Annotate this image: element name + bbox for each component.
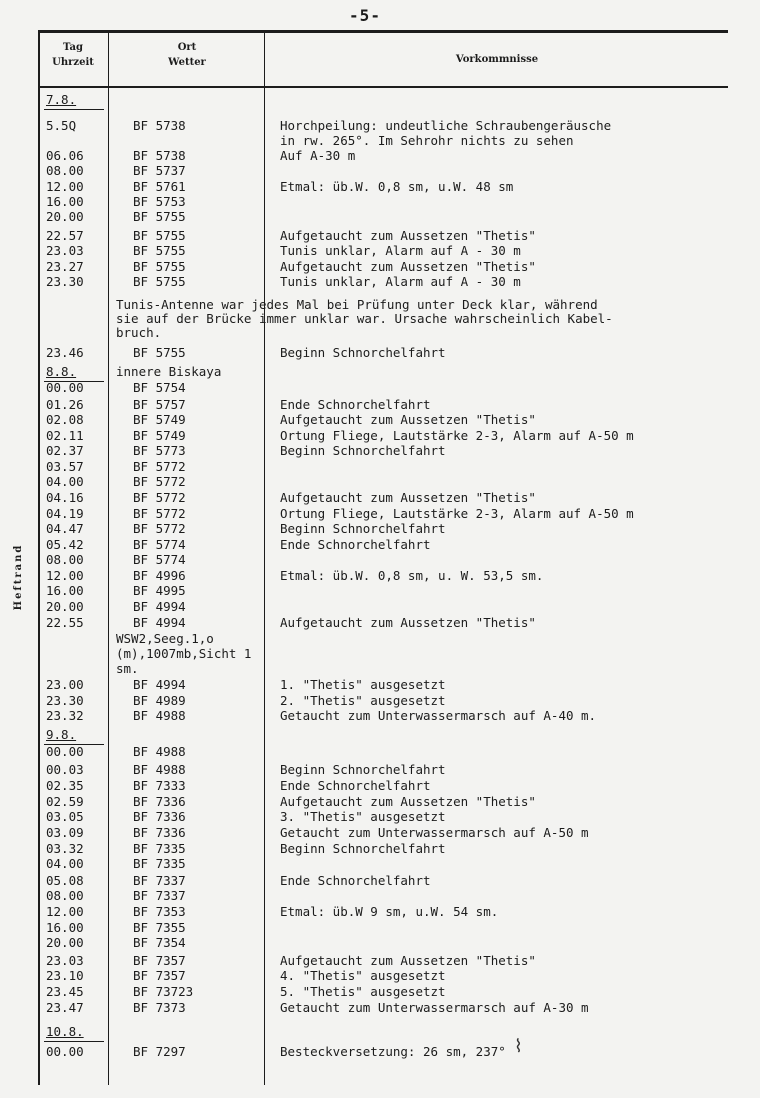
log-time: 06.06	[46, 148, 84, 163]
date-row	[0, 1024, 760, 1040]
log-row	[0, 163, 760, 179]
log-event: Aufgetaucht zum Aussetzen "Thetis"	[280, 412, 536, 427]
log-row	[0, 693, 760, 709]
log-event: Etmal: üb.W 9 sm, u.W. 54 sm.	[280, 904, 499, 919]
log-place: BF 7337	[133, 873, 186, 888]
log-time: 22.57	[46, 228, 84, 243]
log-event: Beginn Schnorchelfahrt	[280, 443, 446, 458]
margin-label: Heftrand	[13, 543, 24, 611]
log-row	[0, 904, 760, 920]
log-place: BF 5757	[133, 397, 186, 412]
log-place: BF 5772	[133, 506, 186, 521]
log-row	[0, 856, 760, 872]
log-row	[0, 1000, 760, 1016]
log-event: Aufgetaucht zum Aussetzen "Thetis"	[280, 794, 536, 809]
log-place: BF 5772	[133, 459, 186, 474]
log-time: 23.32	[46, 708, 84, 723]
log-place: BF 7355	[133, 920, 186, 935]
log-place: BF 4994	[133, 615, 186, 630]
log-row	[0, 935, 760, 951]
log-place: BF 7336	[133, 794, 186, 809]
header-tag-uhrzeit	[38, 40, 108, 70]
log-row	[0, 380, 760, 396]
log-time: 23.03	[46, 953, 84, 968]
log-place: BF 4996	[133, 568, 186, 583]
log-time: 03.57	[46, 459, 84, 474]
log-place: BF 5755	[133, 209, 186, 224]
place-note: innere Biskaya	[116, 364, 222, 379]
log-row	[0, 809, 760, 825]
log-row	[0, 708, 760, 724]
log-place: BF 5774	[133, 552, 186, 567]
log-place: BF 5755	[133, 274, 186, 289]
log-place: BF 5754	[133, 380, 186, 395]
log-event: Tunis unklar, Alarm auf A - 30 m	[280, 243, 521, 258]
log-time: 08.00	[46, 888, 84, 903]
log-row	[0, 841, 760, 857]
log-time: 23.10	[46, 968, 84, 983]
log-event: Tunis unklar, Alarm auf A - 30 m	[280, 274, 521, 289]
log-time: 03.05	[46, 809, 84, 824]
log-place: BF 7335	[133, 841, 186, 856]
log-event: Aufgetaucht zum Aussetzen "Thetis"	[280, 228, 536, 243]
log-row	[0, 615, 760, 631]
log-date: 10.8.	[46, 1024, 84, 1039]
log-row	[0, 133, 760, 149]
log-event: Getaucht zum Unterwassermarsch auf A-40 m.	[280, 708, 597, 723]
log-place: BF 4988	[133, 708, 186, 723]
log-event: Beginn Schnorchelfahrt	[280, 521, 446, 536]
log-place: BF 5761	[133, 179, 186, 194]
log-place: BF 7337	[133, 888, 186, 903]
log-row	[0, 778, 760, 794]
log-event: 3. "Thetis" ausgesetzt	[280, 809, 446, 824]
log-time: 00.03	[46, 762, 84, 777]
log-time: 12.00	[46, 904, 84, 919]
handwritten-bracket-mark: ⌇	[514, 1036, 523, 1057]
log-event: 5. "Thetis" ausgesetzt	[280, 984, 446, 999]
log-place: BF 7335	[133, 856, 186, 871]
log-event: Ende Schnorchelfahrt	[280, 537, 431, 552]
header-wetter: Wetter	[168, 57, 206, 68]
log-row	[0, 259, 760, 275]
log-event: Beginn Schnorchelfahrt	[280, 762, 446, 777]
log-place: BF 4994	[133, 677, 186, 692]
log-row	[0, 583, 760, 599]
log-place: BF 7354	[133, 935, 186, 950]
log-place: BF 7336	[133, 809, 186, 824]
wetter-note: WSW2,Seeg.1,o (m),1007mb,Sicht 1 sm.	[116, 631, 252, 676]
log-place: BF 7373	[133, 1000, 186, 1015]
log-row	[0, 521, 760, 537]
log-place: BF 4989	[133, 693, 186, 708]
log-place: BF 5755	[133, 259, 186, 274]
log-row	[0, 677, 760, 693]
log-row	[0, 599, 760, 615]
log-row	[0, 118, 760, 134]
header-ort: Ort	[177, 42, 197, 53]
log-place: BF 5772	[133, 474, 186, 489]
log-time: 16.00	[46, 194, 84, 209]
log-event: Getaucht zum Unterwassermarsch auf A-50 m	[280, 825, 589, 840]
log-time: 04.47	[46, 521, 84, 536]
log-time: 03.09	[46, 825, 84, 840]
tunis-note	[116, 298, 613, 340]
log-row	[0, 243, 760, 259]
date-divider	[44, 109, 104, 110]
log-place: BF 5772	[133, 521, 186, 536]
log-event: Beginn Schnorchelfahrt	[280, 345, 446, 360]
log-place: BF 7333	[133, 778, 186, 793]
log-row	[0, 506, 760, 522]
header-ort-wetter	[110, 40, 264, 70]
log-row	[0, 345, 760, 361]
log-time: 03.32	[46, 841, 84, 856]
log-row	[0, 443, 760, 459]
log-time: 04.00	[46, 856, 84, 871]
page-number: -5-	[349, 6, 381, 25]
log-place: BF 5755	[133, 345, 186, 360]
log-row	[0, 552, 760, 568]
log-time: 12.00	[46, 179, 84, 194]
header-vorkommnisse: Vorkommnisse	[455, 54, 539, 65]
log-time: 08.00	[46, 163, 84, 178]
log-event: Besteckversetzung: 26 sm, 237°	[280, 1044, 506, 1059]
log-time: 02.35	[46, 778, 84, 793]
log-row	[0, 537, 760, 553]
log-event: Aufgetaucht zum Aussetzen "Thetis"	[280, 259, 536, 274]
log-place: BF 73723	[133, 984, 194, 999]
log-place: BF 4988	[133, 744, 186, 759]
log-row	[0, 490, 760, 506]
log-event: Auf A-30 m	[280, 148, 356, 163]
log-row	[0, 953, 760, 969]
log-place: BF 4994	[133, 599, 186, 614]
log-time: 00.00	[46, 380, 84, 395]
log-row	[0, 794, 760, 810]
log-event: 1. "Thetis" ausgesetzt	[280, 677, 446, 692]
log-place: BF 7336	[133, 825, 186, 840]
log-time: 23.46	[46, 345, 84, 360]
log-time: 23.30	[46, 693, 84, 708]
log-time: 02.37	[46, 443, 84, 458]
log-place: BF 5753	[133, 194, 186, 209]
log-row	[0, 194, 760, 210]
header-tag: Tag	[63, 42, 83, 53]
log-time: 16.00	[46, 920, 84, 935]
log-row	[0, 179, 760, 195]
log-event: Aufgetaucht zum Aussetzen "Thetis"	[280, 490, 536, 505]
header-bottom-rule	[38, 86, 728, 88]
log-row	[0, 209, 760, 225]
log-time: 23.00	[46, 677, 84, 692]
log-place: BF 7353	[133, 904, 186, 919]
log-event: Beginn Schnorchelfahrt	[280, 841, 446, 856]
log-row	[0, 148, 760, 164]
log-place: BF 5737	[133, 163, 186, 178]
log-row	[0, 984, 760, 1000]
log-row	[0, 762, 760, 778]
date-divider	[44, 1041, 104, 1042]
log-place: BF 5755	[133, 228, 186, 243]
log-time: 23.47	[46, 1000, 84, 1015]
log-row	[0, 888, 760, 904]
log-time: 22.55	[46, 615, 84, 630]
log-place: BF 5749	[133, 428, 186, 443]
log-event: in rw. 265°. Im Sehrohr nichts zu sehen	[280, 133, 574, 148]
log-row	[0, 428, 760, 444]
log-date: 7.8.	[46, 92, 77, 107]
log-time: 02.59	[46, 794, 84, 809]
log-time: 02.08	[46, 412, 84, 427]
log-date: 9.8.	[46, 727, 77, 742]
log-time: 20.00	[46, 209, 84, 224]
log-time: 04.16	[46, 490, 84, 505]
log-time: 00.00	[46, 1044, 84, 1059]
log-event: Horchpeilung: undeutliche Schraubengeräusche	[280, 118, 612, 133]
log-event: Ende Schnorchelfahrt	[280, 778, 431, 793]
log-event: 4. "Thetis" ausgesetzt	[280, 968, 446, 983]
log-row	[0, 397, 760, 413]
log-event: Etmal: üb.W. 0,8 sm, u.W. 48 sm	[280, 179, 514, 194]
log-row	[0, 459, 760, 475]
log-event: Aufgetaucht zum Aussetzen "Thetis"	[280, 953, 536, 968]
log-time: 00.00	[46, 744, 84, 759]
log-row	[0, 412, 760, 428]
log-time: 08.00	[46, 552, 84, 567]
log-time: 04.19	[46, 506, 84, 521]
log-event: Etmal: üb.W. 0,8 sm, u. W. 53,5 sm.	[280, 568, 544, 583]
log-time: 05.08	[46, 873, 84, 888]
log-time: 23.30	[46, 274, 84, 289]
log-time: 05.42	[46, 537, 84, 552]
log-place: BF 5772	[133, 490, 186, 505]
log-time: 20.00	[46, 599, 84, 614]
log-time: 01.26	[46, 397, 84, 412]
log-place: BF 5773	[133, 443, 186, 458]
log-event: Ortung Fliege, Lautstärke 2-3, Alarm auf A-50 m	[280, 428, 634, 443]
log-row	[0, 968, 760, 984]
log-event: 2. "Thetis" ausgesetzt	[280, 693, 446, 708]
log-place: BF 7297	[133, 1044, 186, 1059]
log-place: BF 7357	[133, 953, 186, 968]
log-event: Getaucht zum Unterwassermarsch auf A-30 m	[280, 1000, 589, 1015]
header-uhrzeit: Uhrzeit	[52, 57, 94, 68]
log-time: 04.00	[46, 474, 84, 489]
log-row	[0, 744, 760, 760]
log-event: Ende Schnorchelfahrt	[280, 397, 431, 412]
date-row	[0, 92, 760, 108]
log-time: 02.11	[46, 428, 84, 443]
log-event: Ende Schnorchelfahrt	[280, 873, 431, 888]
log-time: 20.00	[46, 935, 84, 950]
log-row	[0, 274, 760, 290]
log-place: BF 5774	[133, 537, 186, 552]
log-place: BF 4995	[133, 583, 186, 598]
date-row	[0, 727, 760, 743]
log-row	[0, 228, 760, 244]
log-time: 12.00	[46, 568, 84, 583]
log-place: BF 5738	[133, 148, 186, 163]
log-time: 23.03	[46, 243, 84, 258]
log-event: Aufgetaucht zum Aussetzen "Thetis"	[280, 615, 536, 630]
log-row	[0, 474, 760, 490]
log-event: Ortung Fliege, Lautstärke 2-3, Alarm auf A-50 m	[280, 506, 634, 521]
log-place: BF 4988	[133, 762, 186, 777]
log-place: BF 5738	[133, 118, 186, 133]
log-place: BF 5749	[133, 412, 186, 427]
log-time: 23.27	[46, 259, 84, 274]
log-row	[0, 873, 760, 889]
log-time: 16.00	[46, 583, 84, 598]
log-date: 8.8.	[46, 364, 77, 379]
log-place: BF 7357	[133, 968, 186, 983]
tunis-note-line: Tunis-Antenne war jedes Mal bei Prüfung unter Deck klar, während	[116, 297, 598, 312]
log-row	[0, 1044, 760, 1060]
header-top-rule	[38, 30, 728, 33]
log-time: 5.5Q	[46, 118, 77, 133]
log-time: 23.45	[46, 984, 84, 999]
log-row	[0, 920, 760, 936]
log-place: BF 5755	[133, 243, 186, 258]
tunis-note-line: sie auf der Brücke immer unklar war. Ursache wahrscheinlich Kabel-	[116, 311, 613, 326]
date-row	[0, 364, 760, 380]
log-row	[0, 825, 760, 841]
tunis-note-line: bruch.	[116, 325, 162, 340]
log-row	[0, 568, 760, 584]
